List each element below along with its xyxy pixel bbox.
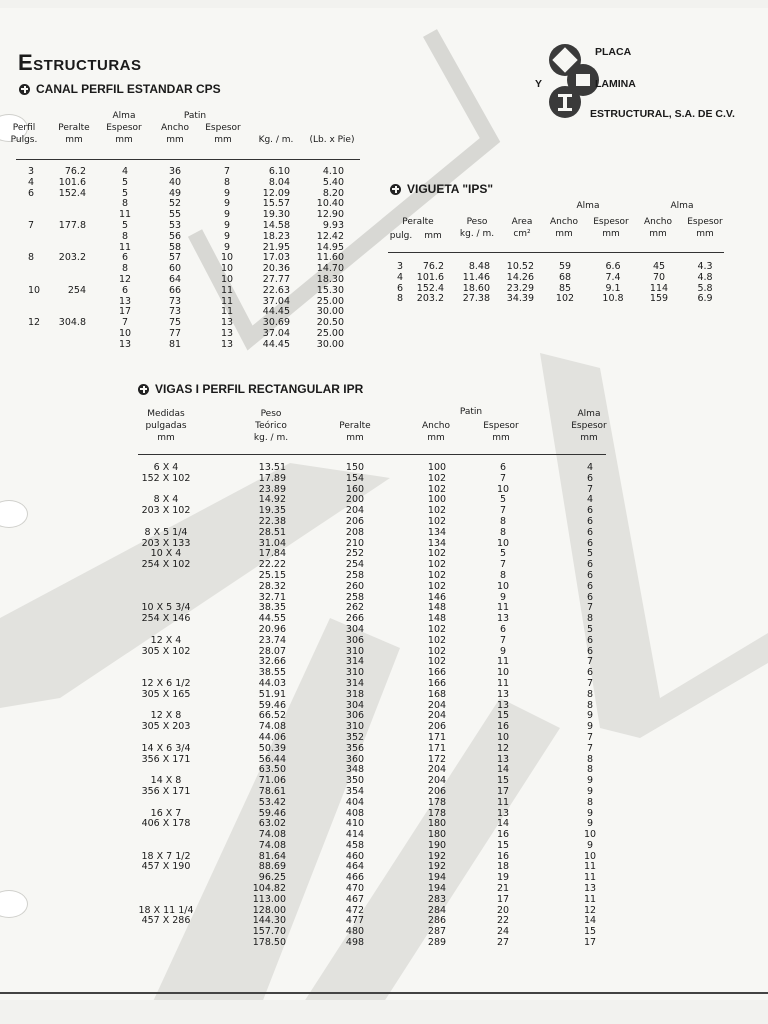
ips-h-espesor2: Espesor mm [687,217,723,239]
ips-h-area: Area cm² [511,217,533,239]
cps-col-lb: 4.10 5.40 8.20 10.40 12.90 9.93 12.42 14.95 11.60 14.70 18.30 15.30 25.00 30.00 20.50 25.00 30.00 [316,166,344,350]
ips-h-peso: Peso kg. / m. [459,217,495,239]
ips-col-espesor2: 4.3 4.8 5.8 6.9 [697,261,713,305]
ipr-h-alma: Alma Espesor mm [571,409,607,443]
ipr-h-patin: Patin [459,407,483,417]
logo-lamina: LAMINA [595,78,636,90]
ips-col-espesor1: 6.6 7.4 9.1 10.8 [602,261,624,305]
ipr-col-alma: 4 6 7 4 6 6 6 6 5 6 6 6 6 7 8 5 6 6 7 6 7 8 8 9 9 7 7 8 8 9 9 8 9 9 10 9 10 11 11 13 11 12 14 15 17 [583,462,597,949]
ipr-col-peralte: 150 154 160 200 204 206 208 210 252 254 258 260 258 262 266 304 306 310 314 310 314 318 304 306 310 352 356 360 348 350 354 404 408 410 414 458 460 464 466 470 467 472 477 480 498 [345,462,365,949]
ipr-title-text: VIGAS I PERFIL RECTANGULAR IPR [155,382,364,396]
plus-circle-icon [19,84,30,95]
cps-col-perfil: 3 4 6 7 8 10 12 [28,166,41,329]
cps-h-patin-ancho: Ancho mm [160,123,190,145]
ipr-col-medidas: 6 X 4 152 X 102 8 X 4 203 X 102 8 X 5 1/4 203 X 133 10 X 4 254 X 102 10 X 5 3/4 254 X 146 12 X 4 305 X 102 12 X 6 1/2 305 X 165 12 X 8 305 X 203 14 X 6 3/4 356 X 171 14 X 8 356 X 171 16 X 7 406 X 178 18 X 7 1/2 457 X 190 18 X 11 1/4 457 X 286 [138,462,194,927]
ips-col-peso: 8.48 11.46 18.60 27.38 [462,261,490,305]
cps-title-text: CANAL PERFIL ESTANDAR CPS [36,82,221,96]
ips-title-text: VIGUETA "IPS" [407,182,494,196]
ips-section-title [390,182,493,196]
cps-section-title [19,82,221,96]
cps-col-alma: 4 5 5 8 11 5 8 11 6 8 12 6 13 17 7 10 13 [118,166,132,350]
ips-h-pulg: pulg. [389,231,413,241]
cps-h-patin-espesor: Espesor mm [205,123,241,145]
ips-h-alma2: Alma [670,201,694,211]
ipr-h-espesor: Espesor mm [483,421,519,443]
ipr-h-medidas: Medidas pulgadas mm [145,409,187,443]
cps-col-espesor: 7 8 9 9 9 9 9 9 10 10 10 11 11 11 13 13 13 [220,166,234,350]
ips-h-mm: mm [424,231,442,241]
ips-col-ancho1: 59 68 85 102 [555,261,575,305]
ipr-col-espesor: 6 7 10 5 7 8 8 10 5 7 8 10 9 11 13 6 7 9 11 10 11 13 13 15 16 10 12 13 14 15 17 11 13 14 16 15 16 18 19 21 17 20 22 24 27 [496,462,510,949]
plus-circle-icon [138,384,149,395]
ips-h-ancho2: Ancho mm [643,217,673,239]
ipr-h-peralte: Peralte mm [339,421,371,443]
logo-company: ESTRUCTURAL, S.A. DE C.V. [590,108,735,120]
page-bottom-rule [0,992,768,994]
ipr-header-rule [138,454,606,455]
cps-col-ancho: 36 40 49 52 55 53 56 58 57 60 64 66 73 73 75 77 81 [168,166,182,350]
logo-y: Y [535,78,543,90]
cps-col-kg: 6.10 8.04 12.09 15.57 19.30 14.58 18.23 21.95 17.03 20.36 27.77 22.63 37.04 44.45 30.69 37.04 44.45 [262,166,290,350]
page-title: Estructuras [18,50,142,75]
ipr-section-title [138,382,363,396]
cps-col-peralte: 76.2 101.6 152.4 177.8 203.2 254 304.8 [58,166,86,329]
plus-circle-icon [390,184,401,195]
cps-h-patin: Patin [183,111,207,121]
ips-col-mm: 76.2 101.6 152.4 203.2 [416,261,444,305]
ips-col-ancho2: 45 70 114 159 [649,261,669,305]
ipr-col-ancho: 100 102 102 100 102 102 134 134 102 102 102 102 146 148 148 102 102 102 102 166 166 168 204 204 206 171 171 172 204 204 206 178 178 180 180 190 192 192 194 194 283 284 286 287 289 [427,462,447,949]
ips-h-peralte: Peralte [402,217,434,227]
ipr-h-peso: Peso Teórico kg. / m. [253,409,289,443]
ips-h-alma1: Alma [576,201,600,211]
ips-h-ancho1: Ancho mm [549,217,579,239]
ipr-h-ancho: Ancho mm [421,421,451,443]
cps-h-lb: (Lb. x Pie) [309,135,355,145]
ips-header-rule [388,252,724,253]
ips-h-espesor1: Espesor mm [593,217,629,239]
cps-h-kg: Kg. / m. [258,135,294,145]
cps-h-alma: Alma Espesor mm [106,111,142,145]
catalog-page [0,8,768,1000]
ips-col-pulg: 3 4 6 8 [396,261,404,305]
ipr-col-peso: 13.51 17.89 23.89 14.92 19.35 22.38 28.51 31.04 17.84 22.22 25.15 28.32 32.71 38.35 44.55 20.96 23.74 28.07 32.66 38.55 44.03 51.91 59.46 66.52 74.08 44.06 50.39 56.44 63.50 71.06 78.61 53.42 59.46 63.02 74.08 74.08 81.64 88.69 96.25 104.82 113.00 128.00 144.30 157.70 178.50 [252,462,286,949]
background-watermark [0,8,768,1000]
cps-header-rule [16,159,360,160]
logo-placa: PLACA [595,46,632,58]
cps-h-perfil: Perfil Pulgs. [10,123,38,145]
cps-h-peralte: Peralte mm [58,123,90,145]
ips-col-area: 10.52 14.26 23.29 34.39 [506,261,534,305]
